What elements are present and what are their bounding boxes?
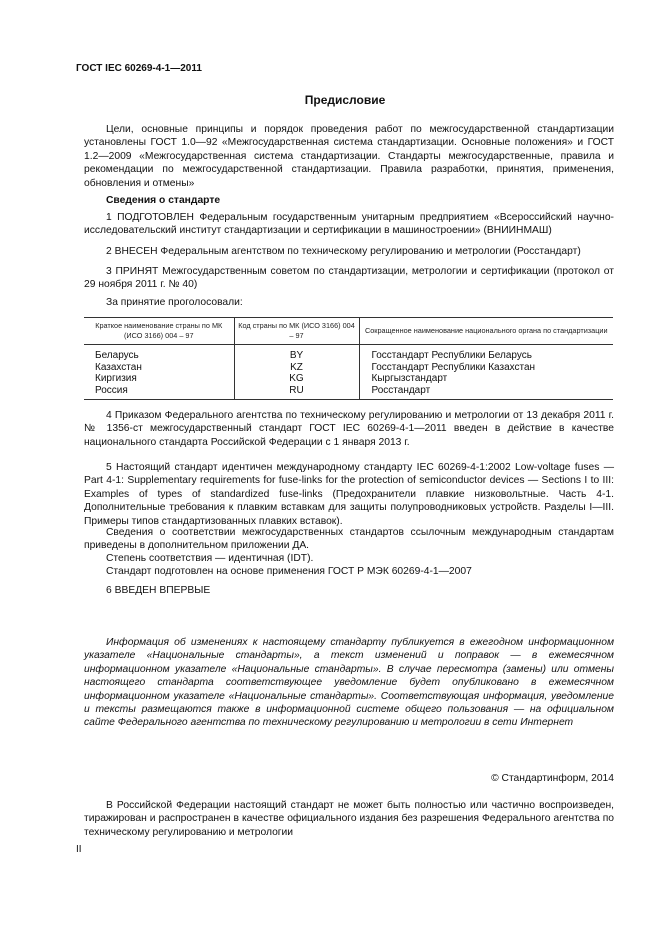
standards-body: Госстандарт Республики Беларусь <box>371 350 532 361</box>
info-heading: Сведения о стандарте <box>106 195 221 206</box>
change-notice: Информация об изменениях к настоящему стандарту публикуется в ежегодном информационном указателе «Национальные стандарты», а текст изменений и поправок — в ежемесячном информационном указателе «Национальные стандарты». В случае пересмотра (замены) или отмены настоящего стандарта соответствующее уведомление будет опубликовано в ежемесячном информационном указателе «Национальные стандарты». Соответствующая информация, уведомление и тексты размещаются также в информационной системе общего пользования — на официальном сайте Федерального агентства по техническому регулированию и метрологии в сети Интернет <box>84 637 614 729</box>
item-1-prepared: 1 ПОДГОТОВЛЕН Федеральным государственным унитарным предприятием «Всероссийский научно-исследовательский институт стандартизации и сертификации в машиностроении» (ВНИИНМАШ) <box>84 212 614 237</box>
country-code: RU <box>234 385 359 400</box>
country-code: KZ <box>234 362 359 374</box>
item-5-degree: Степень соответствия — идентичная (IDT). <box>106 553 314 564</box>
table-row <box>84 373 613 385</box>
item-5-basis: Стандарт подготовлен на основе применения ГОСТ Р МЭК 60269-4-1—2007 <box>106 566 472 577</box>
country-name: Россия <box>84 385 234 400</box>
country-code: KG <box>234 373 359 385</box>
item-6-introduced: 6 ВВЕДЕН ВПЕРВЫЕ <box>106 585 211 596</box>
item-2-submitted: 2 ВНЕСЕН Федеральным агентством по техническому регулированию и метрологии (Росстандарт) <box>106 246 581 257</box>
country-code: BY <box>234 345 359 362</box>
standards-body: Росстандарт <box>359 385 613 400</box>
header-country-name: Краткое наименование страны по МК (ИСО 3166) 004 – 97 <box>84 318 234 345</box>
page-title: Предисловие <box>304 93 386 107</box>
intro-paragraph: Цели, основные принципы и порядок проведения работ по межгосударственной стандартизации установлены ГОСТ 1.0—92 «Межгосударственная система стандартизации. Основные положения» и ГОСТ 1.2—2009 «Межгосударственная система стандартизации. Стандарты межгосударственные, правила и рекомендации по межгосударственной стандартизации. Правила разработки, принятия, применения, обновления и отмены» <box>84 124 614 189</box>
voted-label: За принятие проголосовали: <box>106 297 243 308</box>
voting-table <box>84 317 613 400</box>
country-name: Беларусь <box>95 350 139 361</box>
document-header-id: ГОСТ IEC 60269-4-1—2011 <box>76 63 202 74</box>
item-3-adopted: 3 ПРИНЯТ Межгосударственным советом по стандартизации, метрологии и сертификации (протокол от 29 ноября 2011 г. № 40) <box>84 266 614 291</box>
header-country-code: Код страны по МК (ИСО 3166) 004 – 97 <box>234 318 359 345</box>
item-4-order: 4 Приказом Федерального агентства по техническому регулированию и метрологии от 13 декабря 2011 г. № 1356-ст межгосударственный стандарт ГОСТ IEC 60269-4-1—2011 введен в действие в качестве национального стандарта Российской Федерации с 1 января 2013 г. <box>84 410 614 448</box>
country-name: Казахстан <box>95 361 142 373</box>
header-standards-body: Сокращенное наименование национального органа по стандартизации <box>359 318 613 345</box>
legal-notice: В Российской Федерации настоящий стандарт не может быть полностью или частично воспроизведен, тиражирован и распространен в качестве официального издания без разрешения Федерального агентства по техническому регулированию и метрологии <box>84 800 614 838</box>
page-number: II <box>76 844 82 855</box>
voting-table-header <box>84 318 613 345</box>
table-row <box>84 362 613 374</box>
standards-body: Кыргызстандарт <box>371 373 448 384</box>
copyright: © Стандартинформ, 2014 <box>491 773 614 784</box>
item-5-references: Сведения о соответствии межгосударственных стандартов ссылочным международным стандартам приведены в дополнительном приложении ДА. <box>84 527 614 552</box>
table-row <box>84 385 613 400</box>
table-row <box>84 345 613 362</box>
country-name: Киргизия <box>95 373 137 384</box>
item-5-identical: 5 Настоящий стандарт идентичен международному стандарту IEC 60269-4-1:2002 Low-voltage fuses — Part 4-1: Supplementary requirements for fuse-links for the protection of semiconductor devices — Sections I to III: Examples of types of standardized fuse-links (Предохранители плавкие низковольтные. Часть 4-1. Дополнительные требования к плавким вставкам для защиты полупроводниковых устройств. Разделы I—III. Примеры типов стандартизованных плавких вставок). <box>84 462 614 527</box>
standards-body: Госстандарт Республики Казахстан <box>371 361 536 373</box>
